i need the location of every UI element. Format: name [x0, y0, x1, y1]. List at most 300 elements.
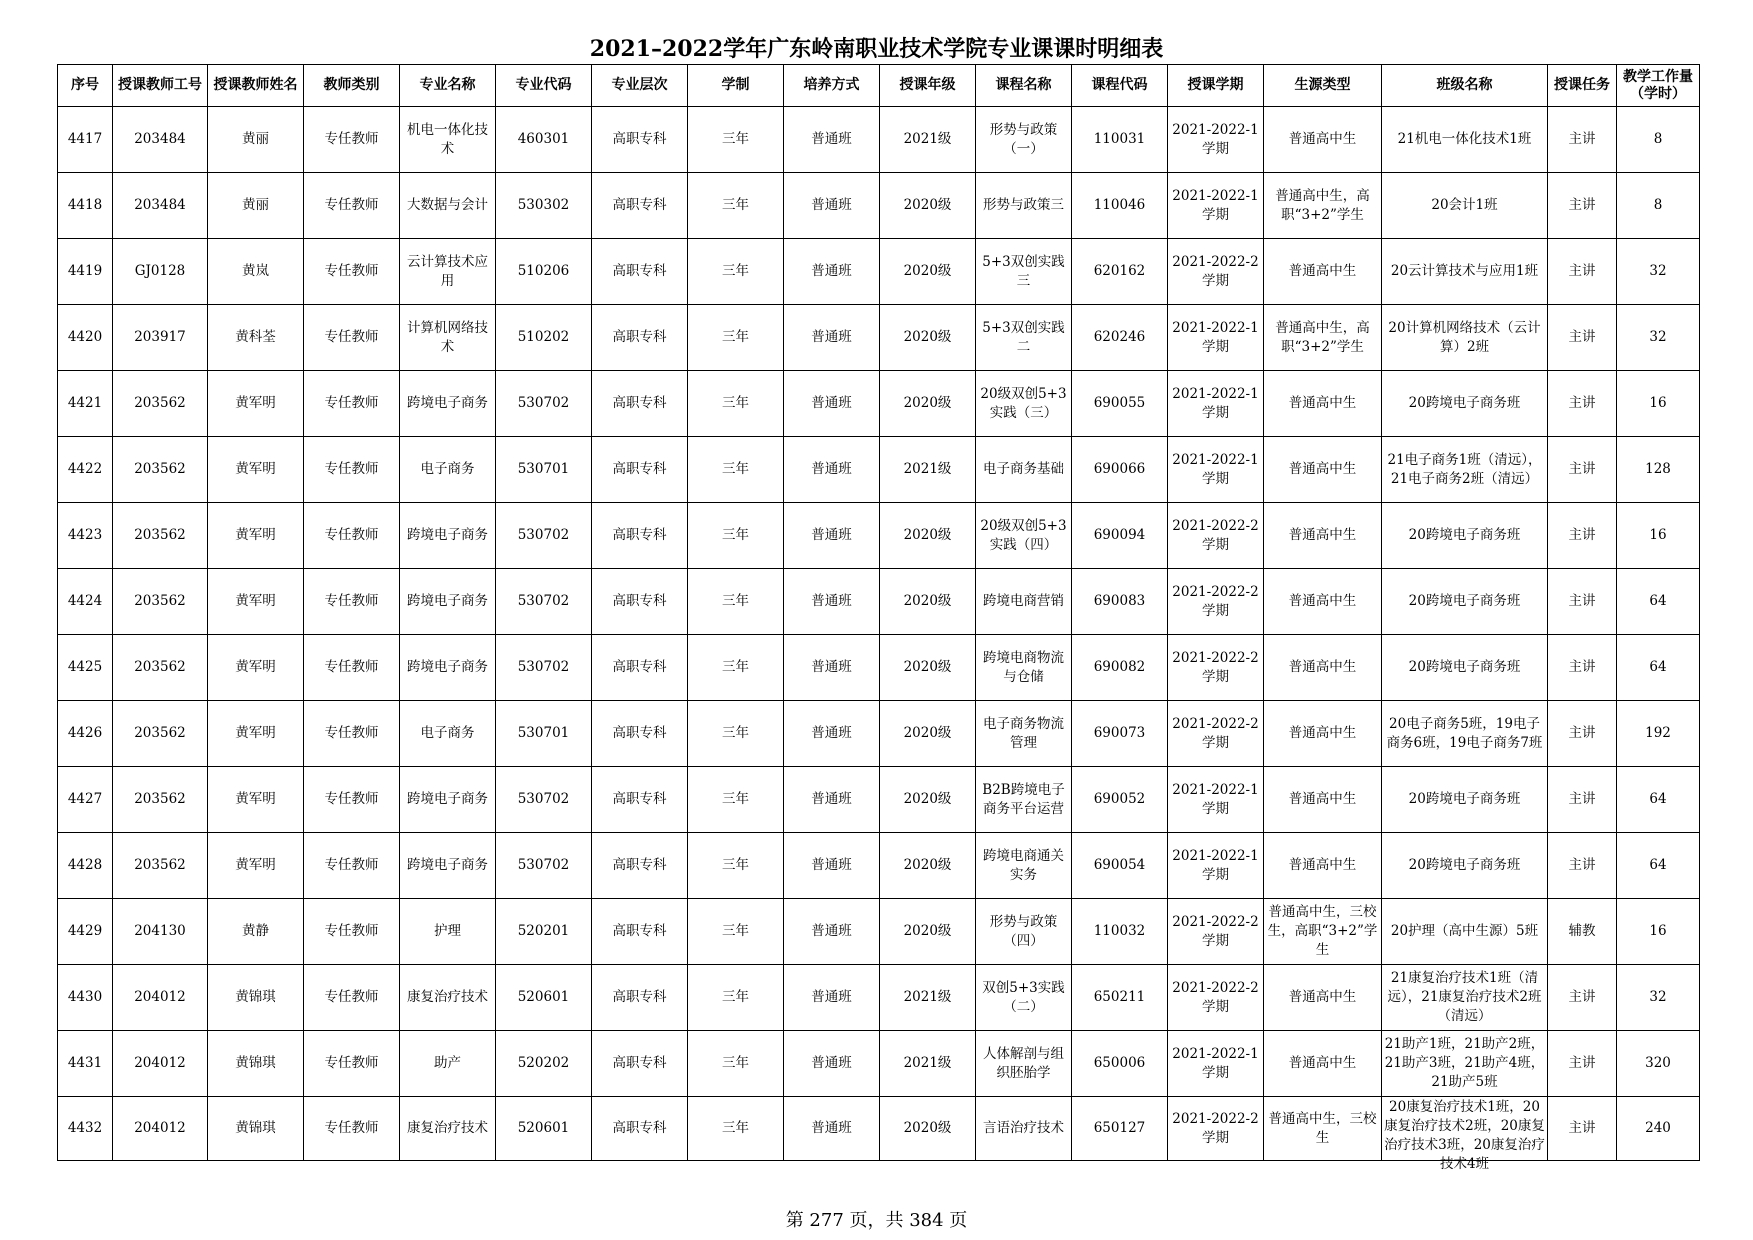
- cell-text: 16: [1649, 527, 1667, 543]
- cell-text: 21电子商务1班（清远），21电子商务2班（清远）: [1387, 451, 1542, 487]
- cell-training-mode: [784, 371, 880, 437]
- cell-major-name: [400, 833, 496, 899]
- cell-text: 4432: [67, 1120, 103, 1136]
- cell-teacher-name: [208, 701, 304, 767]
- cell-task: [1548, 503, 1617, 569]
- cell-text: 主讲: [1568, 329, 1596, 345]
- cell-text: 三年: [722, 461, 749, 477]
- cell-seq: [58, 371, 113, 437]
- cell-text: 跨境电子商务: [407, 791, 488, 807]
- cell-text: 21助产1班，21助产2班，21助产3班，21助产4班，21助产5班: [1384, 1036, 1545, 1090]
- cell-text: 三年: [722, 1120, 749, 1136]
- cell-task: [1548, 899, 1617, 965]
- cell-course-code: [1072, 503, 1168, 569]
- cell-student-source: [1264, 899, 1382, 965]
- cell-text: 主讲: [1568, 659, 1596, 675]
- cell-teacher-name: [208, 239, 304, 305]
- cell-text: 16: [1649, 395, 1667, 411]
- cell-teacher-name: [208, 635, 304, 701]
- cell-student-source: [1264, 173, 1382, 239]
- cell-text: 20跨境电子商务班: [1408, 857, 1521, 873]
- cell-text: 2020级: [903, 527, 952, 543]
- cell-text: 三年: [722, 131, 749, 147]
- cell-major-code: [496, 305, 592, 371]
- cell-text: 形势与政策三: [983, 197, 1064, 213]
- cell-text: 三年: [722, 659, 749, 675]
- cell-class-name: [1382, 371, 1548, 437]
- cell-training-mode: [784, 701, 880, 767]
- table-row: [58, 107, 1700, 173]
- cell-text: 203562: [134, 791, 186, 807]
- cell-text: 650127: [1093, 1120, 1146, 1136]
- cell-course-code: [1072, 305, 1168, 371]
- cell-text: 主讲: [1568, 395, 1596, 411]
- cell-task: [1548, 239, 1617, 305]
- cell-training-mode: [784, 965, 880, 1031]
- cell-text: B2B跨境电子商务平台运营: [982, 781, 1065, 817]
- cell-class-name: [1382, 569, 1548, 635]
- cell-major-level: [592, 503, 688, 569]
- cell-text: 20跨境电子商务班: [1408, 527, 1521, 543]
- cell-text: 普通高中生，高职“3+2”学生: [1275, 187, 1370, 223]
- cell-teacher-name: [208, 173, 304, 239]
- cell-grade: [880, 965, 976, 1031]
- cell-semester: [1168, 503, 1264, 569]
- cell-text: 128: [1645, 461, 1671, 477]
- cell-text: 16: [1649, 923, 1667, 939]
- cell-text: 2021级: [903, 989, 952, 1005]
- cell-text: 普通班: [811, 1055, 852, 1071]
- cell-teacher-category: [304, 635, 400, 701]
- cell-teacher-category: [304, 899, 400, 965]
- cell-text: 2021-2022-1学期: [1172, 385, 1259, 421]
- cell-text: 双创5+3实践（二）: [982, 979, 1065, 1015]
- column-header-training-mode: 培养方式: [784, 65, 880, 107]
- cell-text: 跨境电商物流与仓储: [983, 649, 1064, 685]
- cell-teacher-id: [113, 965, 208, 1031]
- table-row: [58, 239, 1700, 305]
- cell-text: 203562: [134, 659, 186, 675]
- cell-teacher-id: [113, 833, 208, 899]
- cell-text: 2021级: [903, 1055, 952, 1071]
- cell-workload: [1617, 701, 1700, 767]
- cell-grade: [880, 1031, 976, 1097]
- cell-major-code: [496, 1031, 592, 1097]
- cell-class-name: [1382, 1031, 1548, 1097]
- cell-teacher-name: [208, 899, 304, 965]
- cell-text: 650211: [1093, 989, 1146, 1005]
- cell-course-name: [976, 239, 1072, 305]
- cell-workload: [1617, 437, 1700, 503]
- table-row: [58, 767, 1700, 833]
- cell-semester: [1168, 437, 1264, 503]
- cell-teacher-id: [113, 239, 208, 305]
- cell-semester: [1168, 305, 1264, 371]
- cell-major-code: [496, 767, 592, 833]
- cell-major-level: [592, 767, 688, 833]
- cell-text: 专任教师: [324, 527, 379, 543]
- cell-text: 专任教师: [324, 923, 379, 939]
- cell-text: 黄科荃: [235, 329, 276, 345]
- cell-text: 520601: [517, 1120, 570, 1136]
- cell-text: 4430: [67, 989, 103, 1005]
- cell-text: 2021-2022-2学期: [1172, 913, 1259, 949]
- cell-text: 530701: [517, 725, 570, 741]
- cell-text: 计算机网络技术: [407, 319, 488, 355]
- cell-major-name: [400, 1031, 496, 1097]
- column-header-task: 授课任务: [1548, 65, 1617, 107]
- cell-semester: [1168, 569, 1264, 635]
- cell-course-name: [976, 701, 1072, 767]
- cell-teacher-name: [208, 767, 304, 833]
- cell-student-source: [1264, 965, 1382, 1031]
- cell-major-name: [400, 965, 496, 1031]
- cell-text: 专任教师: [324, 395, 379, 411]
- cell-text: 普通班: [811, 857, 852, 873]
- cell-workload: [1617, 833, 1700, 899]
- table-row: [58, 1031, 1700, 1097]
- cell-text: 三年: [722, 923, 749, 939]
- cell-semester: [1168, 899, 1264, 965]
- cell-teacher-name: [208, 833, 304, 899]
- cell-seq: [58, 107, 113, 173]
- cell-task: [1548, 701, 1617, 767]
- cell-major-name: [400, 701, 496, 767]
- cell-text: 黄军明: [235, 725, 276, 741]
- cell-text: 530702: [517, 593, 570, 609]
- cell-text: 5+3双创实践三: [982, 253, 1065, 289]
- cell-text: GJ0128: [134, 263, 186, 279]
- cell-major-name: [400, 503, 496, 569]
- cell-student-source: [1264, 701, 1382, 767]
- cell-text: 黄军明: [235, 461, 276, 477]
- cell-major-code: [496, 503, 592, 569]
- cell-text: 8: [1653, 131, 1663, 147]
- cell-text: 20跨境电子商务班: [1408, 791, 1521, 807]
- cell-text: 32: [1649, 329, 1667, 345]
- cell-class-name: [1382, 965, 1548, 1031]
- cell-course-name: [976, 437, 1072, 503]
- cell-training-mode: [784, 1097, 880, 1161]
- cell-teacher-id: [113, 305, 208, 371]
- table-row: [58, 1097, 1700, 1161]
- cell-text: 形势与政策（四）: [989, 913, 1058, 949]
- cell-duration: [688, 965, 784, 1031]
- cell-text: 专任教师: [324, 791, 379, 807]
- cell-course-code: [1072, 635, 1168, 701]
- cell-text: 2021-2022-1学期: [1172, 319, 1259, 355]
- cell-text: 530702: [517, 527, 570, 543]
- cell-text: 520601: [517, 989, 570, 1005]
- column-header-grade: 授课年级: [880, 65, 976, 107]
- cell-text: 2021-2022-1学期: [1172, 1045, 1259, 1081]
- cell-major-code: [496, 371, 592, 437]
- cell-major-name: [400, 635, 496, 701]
- cell-course-name: [976, 767, 1072, 833]
- cell-major-code: [496, 239, 592, 305]
- cell-seq: [58, 437, 113, 503]
- cell-text: 主讲: [1568, 263, 1596, 279]
- table-row: [58, 899, 1700, 965]
- cell-text: 110046: [1093, 197, 1146, 213]
- cell-text: 普通班: [811, 131, 852, 147]
- cell-text: 跨境电商通关实务: [983, 847, 1064, 883]
- page-title: 2021–2022学年广东岭南职业技术学院专业课课时明细表: [589, 36, 1164, 62]
- cell-workload: [1617, 569, 1700, 635]
- cell-text: 三年: [722, 395, 749, 411]
- cell-text: 黄静: [242, 923, 269, 939]
- cell-text: 黄军明: [235, 395, 276, 411]
- table-header-row: [58, 65, 1700, 107]
- cell-duration: [688, 305, 784, 371]
- cell-duration: [688, 635, 784, 701]
- cell-text: 2020级: [903, 725, 952, 741]
- cell-training-mode: [784, 173, 880, 239]
- cell-text: 高职专科: [612, 395, 667, 411]
- cell-training-mode: [784, 569, 880, 635]
- cell-text: 形势与政策（一）: [989, 121, 1058, 157]
- table-row: [58, 833, 1700, 899]
- cell-text: 高职专科: [612, 725, 667, 741]
- cell-task: [1548, 569, 1617, 635]
- cell-task: [1548, 1097, 1617, 1161]
- cell-text: 203562: [134, 857, 186, 873]
- cell-text: 2021-2022-2学期: [1172, 715, 1259, 751]
- cell-text: 主讲: [1568, 527, 1596, 543]
- cell-training-mode: [784, 635, 880, 701]
- cell-teacher-id: [113, 1097, 208, 1161]
- column-header-teacher-id: 授课教师工号: [113, 65, 208, 107]
- cell-text: 530702: [517, 395, 570, 411]
- cell-teacher-name: [208, 371, 304, 437]
- cell-text: 64: [1649, 593, 1667, 609]
- cell-text: 620246: [1093, 329, 1146, 345]
- cell-text: 普通班: [811, 197, 852, 213]
- column-header-major-level: 专业层次: [592, 65, 688, 107]
- cell-task: [1548, 107, 1617, 173]
- cell-teacher-category: [304, 239, 400, 305]
- cell-major-level: [592, 1097, 688, 1161]
- cell-grade: [880, 569, 976, 635]
- cell-text: 三年: [722, 857, 749, 873]
- cell-course-code: [1072, 569, 1168, 635]
- cell-text: 510206: [517, 263, 570, 279]
- cell-teacher-category: [304, 371, 400, 437]
- cell-grade: [880, 107, 976, 173]
- course-hours-table: [57, 64, 1700, 1172]
- cell-text: 204012: [134, 1055, 186, 1071]
- cell-text: 专任教师: [324, 857, 379, 873]
- cell-workload: [1617, 107, 1700, 173]
- cell-text: 电子商务: [420, 461, 475, 477]
- cell-text: 言语治疗技术: [983, 1120, 1064, 1136]
- cell-teacher-id: [113, 635, 208, 701]
- cell-text: 人体解剖与组织胚胎学: [983, 1045, 1064, 1081]
- cell-course-code: [1072, 107, 1168, 173]
- cell-duration: [688, 437, 784, 503]
- cell-text: 32: [1649, 989, 1667, 1005]
- cell-major-name: [400, 371, 496, 437]
- cell-task: [1548, 437, 1617, 503]
- cell-workload: [1617, 503, 1700, 569]
- cell-text: 64: [1649, 857, 1667, 873]
- cell-text: 2021-2022-1学期: [1172, 187, 1259, 223]
- cell-text: 普通高中生: [1288, 857, 1357, 873]
- cell-teacher-id: [113, 371, 208, 437]
- cell-text: 2021-2022-1学期: [1172, 451, 1259, 487]
- cell-major-name: [400, 767, 496, 833]
- cell-teacher-name: [208, 1031, 304, 1097]
- cell-text: 高职专科: [612, 989, 667, 1005]
- cell-text: 普通高中生，三校生: [1268, 1110, 1377, 1146]
- cell-text: 690094: [1093, 527, 1146, 543]
- cell-text: 204012: [134, 989, 186, 1005]
- table-row: [58, 569, 1700, 635]
- cell-text: 黄军明: [235, 527, 276, 543]
- cell-text: 64: [1649, 659, 1667, 675]
- column-header-major-name: 专业名称: [400, 65, 496, 107]
- cell-text: 高职专科: [612, 197, 667, 213]
- cell-workload: [1617, 371, 1700, 437]
- cell-course-name: [976, 965, 1072, 1031]
- cell-text: 普通班: [811, 329, 852, 345]
- cell-class-name: [1382, 635, 1548, 701]
- cell-student-source: [1264, 1031, 1382, 1097]
- cell-text: 普通高中生: [1288, 395, 1357, 411]
- cell-text: 普通高中生: [1288, 791, 1357, 807]
- cell-text: 203917: [134, 329, 186, 345]
- cell-text: 460301: [517, 131, 570, 147]
- cell-text: 普通班: [811, 461, 852, 477]
- cell-major-name: [400, 569, 496, 635]
- cell-text: 20云计算技术与应用1班: [1390, 263, 1539, 279]
- cell-major-name: [400, 173, 496, 239]
- cell-text: 主讲: [1568, 1120, 1596, 1136]
- cell-text: 主讲: [1568, 197, 1596, 213]
- cell-duration: [688, 239, 784, 305]
- cell-text: 三年: [722, 989, 749, 1005]
- cell-student-source: [1264, 107, 1382, 173]
- cell-teacher-name: [208, 437, 304, 503]
- cell-text: 三年: [722, 593, 749, 609]
- cell-text: 跨境电商营销: [983, 593, 1064, 609]
- cell-workload: [1617, 305, 1700, 371]
- cell-duration: [688, 1097, 784, 1161]
- cell-text: 高职专科: [612, 923, 667, 939]
- cell-text: 普通高中生: [1288, 659, 1357, 675]
- cell-text: 专任教师: [324, 725, 379, 741]
- cell-task: [1548, 965, 1617, 1031]
- cell-teacher-name: [208, 1097, 304, 1161]
- cell-course-code: [1072, 1031, 1168, 1097]
- cell-text: 普通班: [811, 395, 852, 411]
- cell-grade: [880, 239, 976, 305]
- cell-text: 专任教师: [324, 593, 379, 609]
- cell-text: 20级双创5+3实践（三）: [980, 385, 1067, 421]
- cell-course-code: [1072, 371, 1168, 437]
- cell-text: 高职专科: [612, 131, 667, 147]
- cell-semester: [1168, 1097, 1264, 1161]
- cell-text: 2021级: [903, 131, 952, 147]
- cell-text: 4427: [67, 791, 103, 807]
- cell-text: 204012: [134, 1120, 186, 1136]
- cell-text: 普通班: [811, 593, 852, 609]
- cell-text: 主讲: [1568, 593, 1596, 609]
- cell-text: 电子商务基础: [983, 461, 1064, 477]
- cell-teacher-category: [304, 833, 400, 899]
- cell-text: 4418: [67, 197, 103, 213]
- cell-training-mode: [784, 239, 880, 305]
- cell-major-code: [496, 635, 592, 701]
- table-row: [58, 701, 1700, 767]
- cell-text: 康复治疗技术: [407, 989, 488, 1005]
- cell-teacher-id: [113, 569, 208, 635]
- cell-text: 主讲: [1568, 131, 1596, 147]
- cell-class-name: [1382, 1097, 1548, 1172]
- cell-text: 203562: [134, 725, 186, 741]
- cell-semester: [1168, 965, 1264, 1031]
- cell-teacher-id: [113, 107, 208, 173]
- cell-text: 高职专科: [612, 791, 667, 807]
- cell-student-source: [1264, 1097, 1382, 1161]
- cell-semester: [1168, 173, 1264, 239]
- cell-workload: [1617, 173, 1700, 239]
- cell-teacher-id: [113, 173, 208, 239]
- cell-duration: [688, 701, 784, 767]
- cell-text: 高职专科: [612, 1055, 667, 1071]
- cell-teacher-category: [304, 1031, 400, 1097]
- cell-course-code: [1072, 833, 1168, 899]
- cell-teacher-id: [113, 701, 208, 767]
- cell-text: 专任教师: [324, 263, 379, 279]
- cell-text: 辅教: [1568, 923, 1596, 939]
- cell-student-source: [1264, 371, 1382, 437]
- cell-training-mode: [784, 1031, 880, 1097]
- cell-text: 2020级: [903, 395, 952, 411]
- cell-text: 跨境电子商务: [407, 527, 488, 543]
- cell-text: 专任教师: [324, 461, 379, 477]
- cell-text: 普通高中生: [1288, 593, 1357, 609]
- cell-text: 跨境电子商务: [407, 857, 488, 873]
- cell-course-name: [976, 833, 1072, 899]
- cell-teacher-category: [304, 701, 400, 767]
- cell-course-code: [1072, 899, 1168, 965]
- cell-text: 320: [1645, 1055, 1671, 1071]
- cell-student-source: [1264, 635, 1382, 701]
- cell-text: 专任教师: [324, 131, 379, 147]
- cell-student-source: [1264, 503, 1382, 569]
- cell-text: 530702: [517, 659, 570, 675]
- cell-teacher-id: [113, 767, 208, 833]
- cell-major-name: [400, 899, 496, 965]
- cell-text: 主讲: [1568, 989, 1596, 1005]
- cell-text: 三年: [722, 263, 749, 279]
- cell-teacher-name: [208, 107, 304, 173]
- cell-text: 普通高中生，高职“3+2”学生: [1275, 319, 1370, 355]
- cell-task: [1548, 371, 1617, 437]
- cell-text: 2020级: [903, 1120, 952, 1136]
- cell-text: 专任教师: [324, 197, 379, 213]
- cell-course-code: [1072, 437, 1168, 503]
- cell-text: 高职专科: [612, 857, 667, 873]
- cell-major-level: [592, 635, 688, 701]
- cell-task: [1548, 635, 1617, 701]
- cell-major-name: [400, 437, 496, 503]
- cell-text: 主讲: [1568, 1055, 1596, 1071]
- cell-major-level: [592, 305, 688, 371]
- cell-text: 4417: [67, 131, 103, 147]
- cell-course-name: [976, 107, 1072, 173]
